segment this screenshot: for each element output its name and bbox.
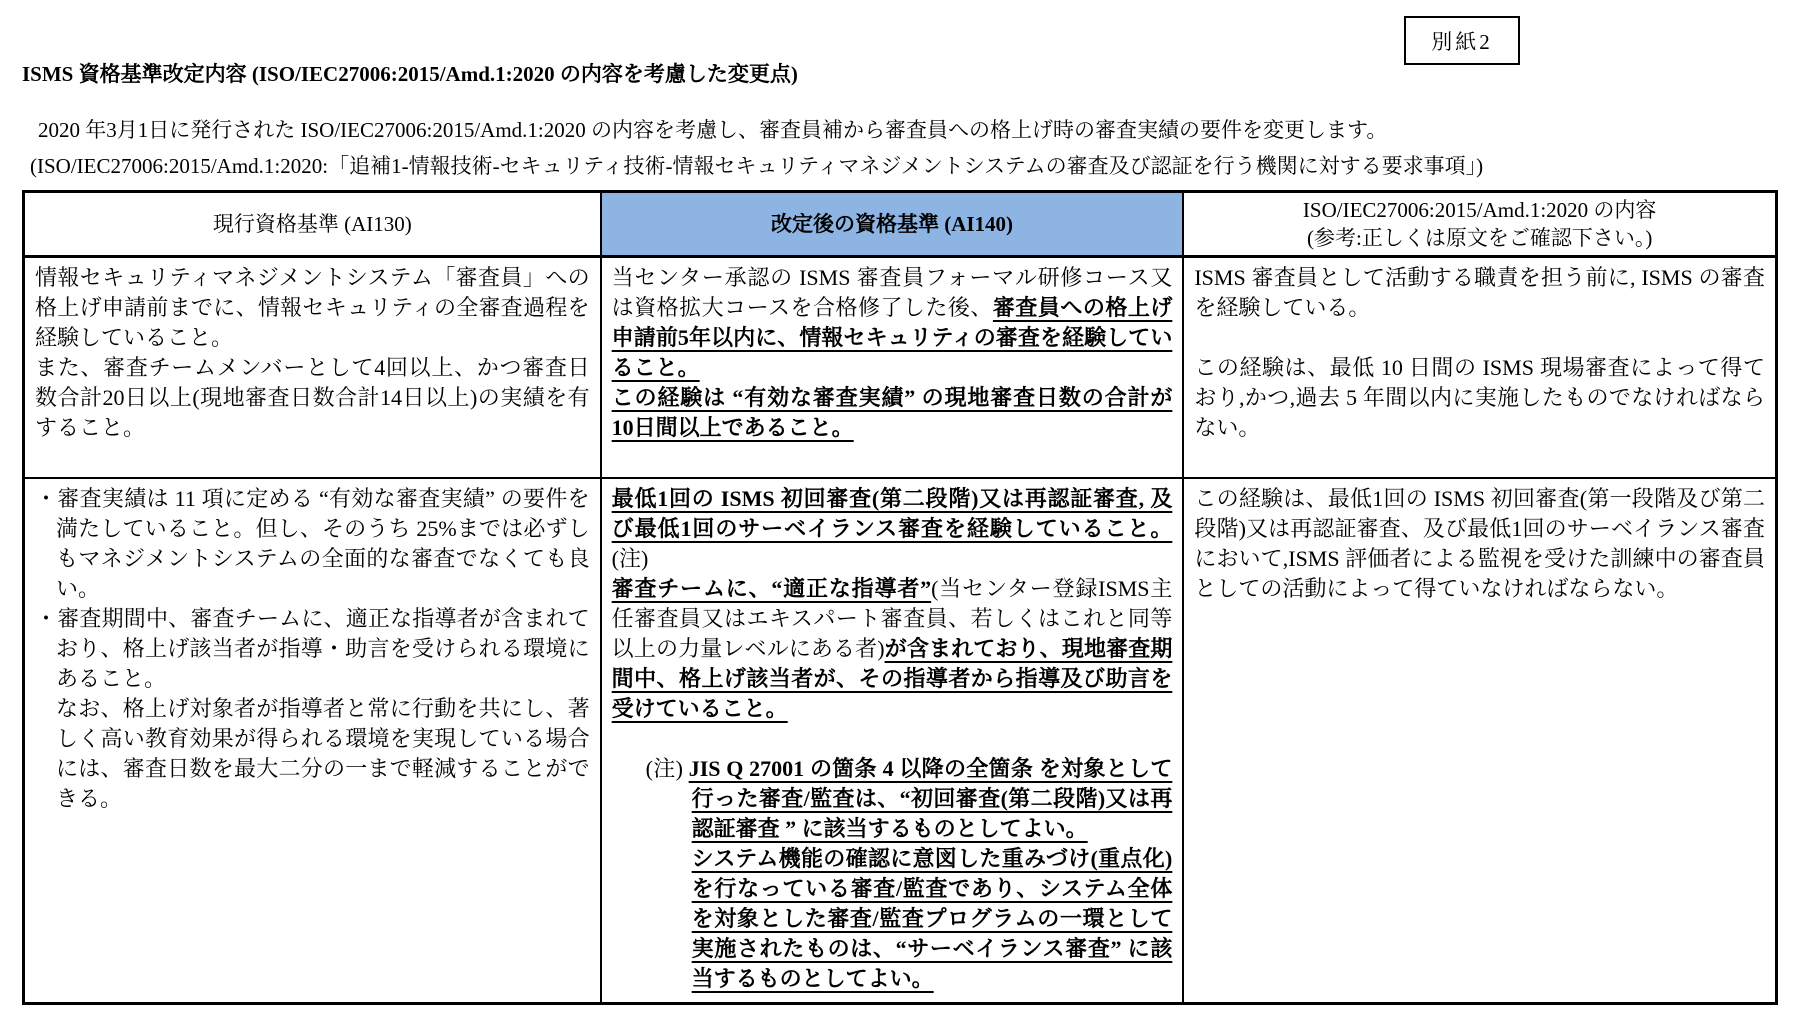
column-header-iso-line2: (参考:正しくは原文をご確認下さい。) xyxy=(1307,226,1653,250)
attachment-label: 別紙2 xyxy=(1431,29,1493,54)
cell-current-row1 xyxy=(25,258,600,477)
table-row-upgrade-requirements xyxy=(25,258,1775,477)
paragraph: システム機能の確認に意図した重みづけ(重点化)を行なっている審査/監査であり、システム全体を対象とした審査/監査プログラムの一環として実施されたものは、“サーベイランス審査” に該当するものとしてよい。 xyxy=(691,846,1173,991)
attachment-label-box xyxy=(1404,16,1520,65)
column-header-revised-standard: 改定後の資格基準 (AI140) xyxy=(600,193,1185,255)
table-header-row xyxy=(25,193,1775,258)
paragraph: この経験は “有効な審査実績” の現地審査日数の合計が10日間以上であること。 xyxy=(611,385,1173,440)
paragraph: この経験は、最低 10 日間の ISMS 現場審査によって得ており,かつ,過去 5 年間以内に実施したものでなければならない。 xyxy=(1194,355,1765,440)
table-row-audit-experience-details xyxy=(25,477,1775,1002)
cell-current-row2 xyxy=(25,479,600,1002)
paragraph: 審査チームに、“適正な指導者”(当センター登録ISMS主任審査員又はエキスパート審査員、若しくはこれと同等以上の力量レベルにある者)が含まれており、現地審査期間中、格上げ該当者が、その指導者から指導及び助言を受けていること。 xyxy=(611,576,1173,721)
cell-revised-row1 xyxy=(600,258,1185,477)
column-header-iso-line1: ISO/IEC27006:2015/Amd.1:2020 の内容 xyxy=(1302,198,1657,222)
cell-revised-row2 xyxy=(600,479,1185,1002)
page-title: ISMS 資格基準改定内容 (ISO/IEC27006:2015/Amd.1:2020 の内容を考慮した変更点) xyxy=(22,62,798,86)
paragraph: 最低1回の ISMS 初回審査(第二段階)又は再認証審査, 及び最低1回のサーベイランス審査を経験していること。(注) xyxy=(611,486,1173,571)
intro-paragraph-1: 2020 年3月1日に発行された ISO/IEC27006:2015/Amd.1:2020 の内容を考慮し、審査員補から審査員への格上げ時の審査実績の要件を変更します。 xyxy=(38,118,1388,142)
cell-iso-row1 xyxy=(1184,258,1775,477)
comparison-table xyxy=(22,190,1778,1005)
paragraph: (注) JIS Q 27001 の箇条 4 以降の全箇条 を対象として行った審査/監査は、“初回審査(第二段階)又は再認証審査 ” に該当するものとしてよい。 xyxy=(645,756,1173,841)
cell-iso-row2 xyxy=(1184,479,1775,1002)
paragraph: 情報セキュリティマネジメントシステム「審査員」への格上げ申請前までに、情報セキュリティの全審査過程を経験していること。 xyxy=(35,265,590,350)
paragraph: なお、格上げ対象者が指導者と常に行動を共にし、著しく高い教育効果が得られる環境を実現している場合には、審査日数を最大二分の一まで軽減することができる。 xyxy=(56,696,590,811)
paragraph: ・審査実績は 11 項に定める “有効な審査実績” の要件を満たしていること。但し、そのうち 25%までは必ずしもマネジメントシステムの全面的な審査でなくても良い。 xyxy=(35,486,590,601)
paragraph: また、審査チームメンバーとして4回以上、かつ審査日数合計20日以上(現地審査日数合計14日以上)の実績を有すること。 xyxy=(35,355,590,440)
column-header-iso-content xyxy=(1184,193,1775,255)
paragraph: この経験は、最低1回の ISMS 初回審査(第一段階及び第二段階)又は再認証審査、及び最低1回のサーベイランス審査において,ISMS 評価者による監視を受けた訓練中の審査員としての活動によって得ていなければならない。 xyxy=(1194,486,1765,601)
column-header-current-standard: 現行資格基準 (AI130) xyxy=(212,212,412,236)
paragraph: 当センター承認の ISMS 審査員フォーマル研修コース又は資格拡大コースを合格修了した後、審査員への格上げ申請前5年以内に、情報セキュリティの審査を経験していること。 xyxy=(611,265,1173,380)
intro-paragraph-2: (ISO/IEC27006:2015/Amd.1:2020:「追補1-情報技術-セキュリティ技術-情報セキュリティマネジメントシステムの審査及び認証を行う機関に対する要求事項」) xyxy=(30,154,1484,178)
paragraph: ISMS 審査員として活動する職責を担う前に, ISMS の審査を経験している。 xyxy=(1194,265,1765,320)
paragraph: ・審査期間中、審査チームに、適正な指導者が含まれており、格上げ該当者が指導・助言を受けられる環境にあること。 xyxy=(35,606,590,691)
